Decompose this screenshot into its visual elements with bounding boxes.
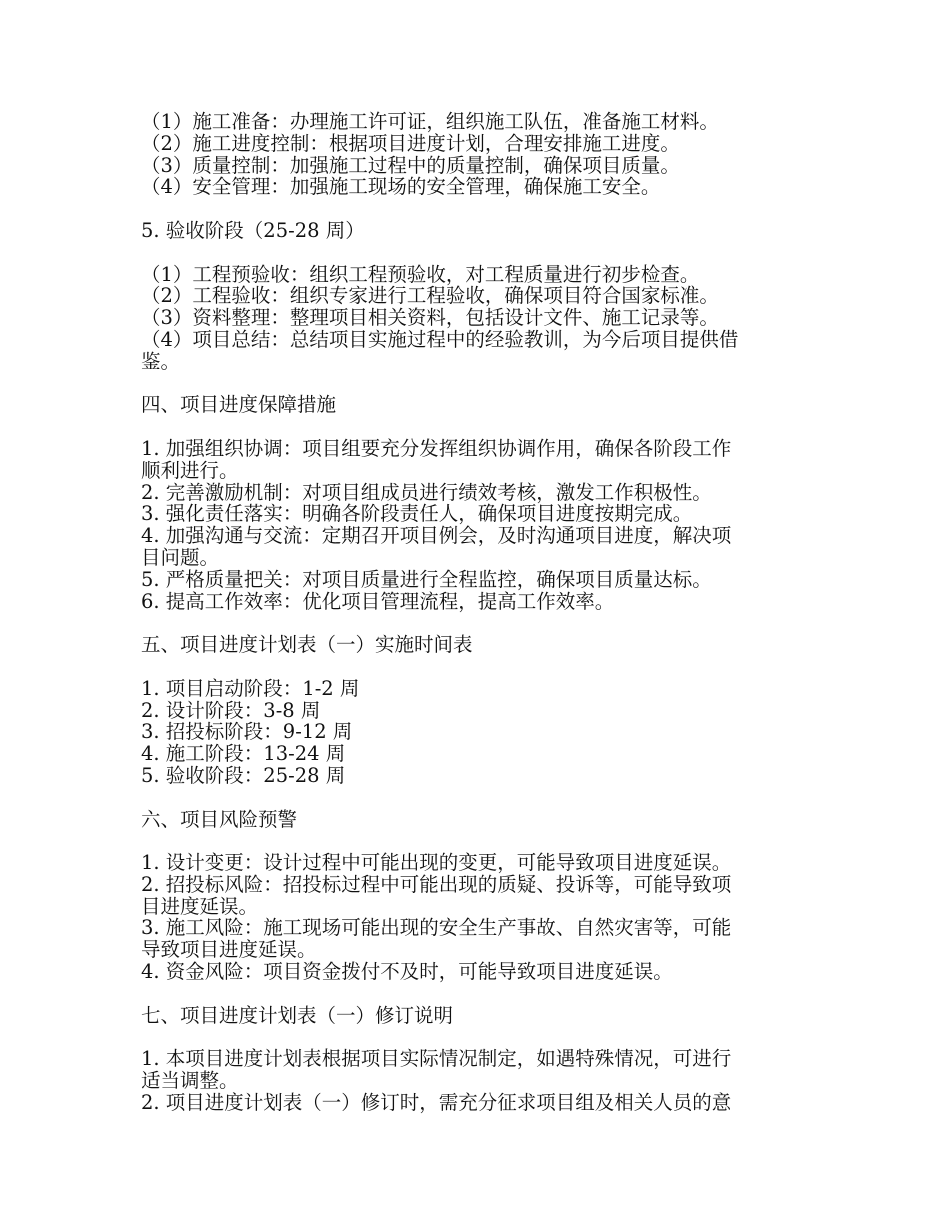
list-item: 6. 提高工作效率：优化项目管理流程，提高工作效率。 (141, 589, 615, 613)
list-item: 2. 完善激励机制：对项目组成员进行绩效考核，激发工作积极性。 (141, 480, 712, 504)
list-item: 1. 项目启动阶段：1-2 周 (141, 676, 360, 700)
list-item: 4. 资金风险：项目资金拨付不及时，可能导致项目进度延误。 (141, 960, 673, 984)
spacer (141, 983, 811, 1005)
list-item: 5. 严格质量把关：对项目质量进行全程监控，确保项目质量达标。 (141, 567, 712, 591)
list-item: 2. 设计阶段：3-8 周 (141, 698, 321, 722)
list-item: 4. 加强沟通与交流：定期召开项目例会，及时沟通项目进度，解决项 (141, 524, 732, 548)
spacer (141, 656, 811, 678)
section-heading: 七、项目进度计划表（一）修订说明 (141, 1003, 454, 1027)
list-item-continuation: 适当调整。 (141, 1069, 239, 1093)
spacer (141, 198, 811, 220)
list-item: 4. 施工阶段：13-24 周 (141, 742, 346, 766)
list-item: 3. 招投标阶段：9-12 周 (141, 720, 353, 744)
list-item: （1）工程预验收：组织工程预验收，对工程质量进行初步检查。 (141, 262, 700, 286)
list-item: （4）安全管理：加强施工现场的安全管理，确保施工安全。 (141, 175, 661, 199)
list-item: 1. 设计变更：设计过程中可能出现的变更，可能导致项目进度延误。 (141, 851, 732, 875)
list-item: （3）资料整理：整理项目相关资料，包括设计文件、施工记录等。 (141, 306, 719, 330)
list-item: （1）施工准备：办理施工许可证，组织施工队伍，准备施工材料。 (141, 110, 719, 133)
acceptance-list (141, 264, 811, 373)
section6-list (141, 852, 811, 983)
list-item-continuation: 目进度延误。 (141, 894, 259, 918)
spacer (141, 787, 811, 809)
list-item-continuation: 目问题。 (141, 545, 220, 569)
list-item: 5. 验收阶段：25-28 周 (141, 763, 346, 787)
construction-list (141, 111, 811, 198)
spacer (141, 373, 811, 395)
section-heading: 六、项目风险预警 (141, 807, 298, 831)
section7-list (141, 1048, 811, 1113)
spacer (141, 1026, 811, 1048)
section4-list (141, 438, 811, 612)
section5-list (141, 678, 811, 787)
list-item-continuation: 鉴。 (141, 349, 181, 373)
list-item: （3）质量控制：加强施工过程中的质量控制，确保项目质量。 (141, 153, 680, 177)
list-item: （2）施工进度控制：根据项目进度计划，合理安排施工进度。 (141, 131, 680, 155)
spacer (141, 830, 811, 852)
list-item: （2）工程验收：组织专家进行工程验收，确保项目符合国家标准。 (141, 284, 719, 308)
list-item: 3. 强化责任落实：明确各阶段责任人，确保项目进度按期完成。 (141, 502, 693, 526)
list-item: 2. 项目进度计划表（一）修订时，需充分征求项目组及相关人员的意 (141, 1090, 732, 1114)
list-item: （4）项目总结：总结项目实施过程中的经验教训，为今后项目提供借 (141, 327, 739, 351)
list-item: 1. 加强组织协调：项目组要充分发挥组织协调作用，确保各阶段工作 (141, 436, 732, 460)
spacer (141, 416, 811, 438)
spacer (141, 612, 811, 634)
list-item: 2. 招投标风险：招投标过程中可能出现的质疑、投诉等，可能导致项 (141, 872, 732, 896)
section-heading: 四、项目进度保障措施 (141, 393, 337, 417)
spacer (141, 242, 811, 264)
list-item: 1. 本项目进度计划表根据项目实际情况制定，如遇特殊情况，可进行 (141, 1047, 732, 1071)
section-heading: 五、项目进度计划表（一）实施时间表 (141, 633, 473, 657)
list-item-continuation: 顺利进行。 (141, 458, 239, 482)
list-item-continuation: 导致项目进度延误。 (141, 938, 317, 962)
acceptance-heading: 5. 验收阶段（25-28 周） (141, 218, 365, 242)
list-item: 3. 施工风险：施工现场可能出现的安全生产事故、自然灾害等，可能 (141, 916, 732, 940)
document-page (141, 111, 811, 1114)
